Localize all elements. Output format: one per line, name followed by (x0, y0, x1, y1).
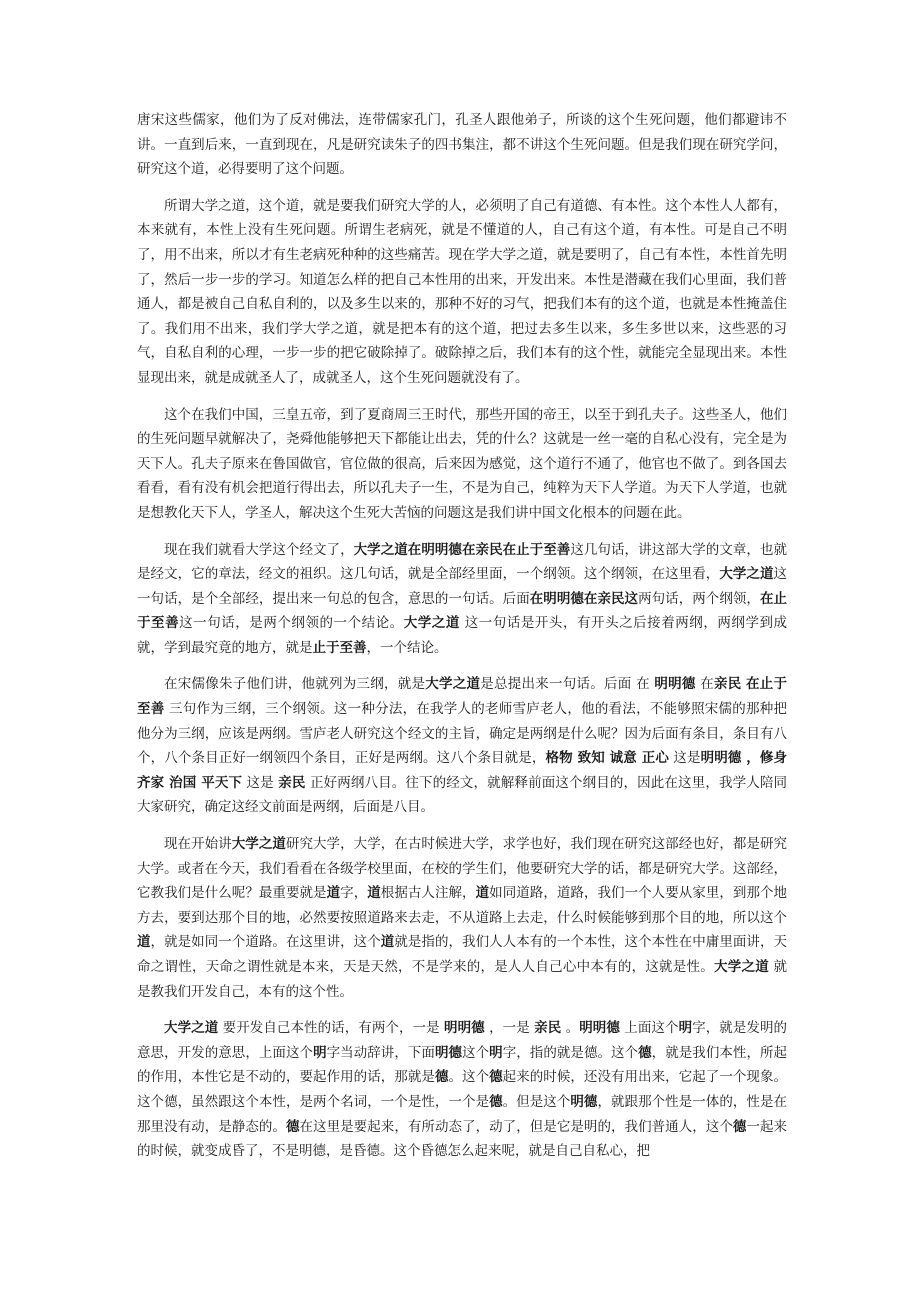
paragraph (137, 832, 787, 1004)
text-run: 在 (695, 676, 714, 693)
text-run: 字，指的就是德。这个 (502, 1044, 639, 1061)
text-run: 研究大学，大学，在古时候进大学，求学也好，我们现在研究这部经也好，都是研究大学。或者在今天，我们看看在各级学校里面，在校的学生们，他要研究大学的话，都是研究大学。这部经，它教我们是什么呢？最重要就是 (137, 836, 788, 902)
bold-text-run: 在止于至善 (137, 676, 788, 718)
bold-text-run: 大学之道 (164, 1020, 219, 1037)
bold-text-run: 在止于至善 (137, 590, 788, 632)
text-run: 所谓大学之道，这个道，就是要我们研究大学的人，必须明了自己有道德、有本性。这个本性人人都有，本来就有，本性上没有生死问题。所谓生老病死，就是不懂道的人，自己有这个道，有本性。可是自己不明了，用不出来，所以才有生老病死种种的这些痛苦。现在学大学之道，就是要明了，自己有本性，本性首先明了，然后一步一步的学习。知道怎么样的把自己本性用的出来，开发出来。本性是潜藏在我们心里面，我们普通人，都是被自己自私自利的，以及多生以来的，那种不好的习气，把我们本有的这个道，也就是本性掩盖住了。我们用不出来，我们学大学之道，就是把本有的这个道，把过去多生以来，多生多世以来，这些恶的习气，自私自利的心理，一步一步的把它破除掉了。破除掉之后，我们本有的这个性，就能完全显现出来。本性显现出来，就是成就圣人了，成就圣人，这个生死问题就没有了。 (137, 197, 787, 386)
bold-text-run: 德 (638, 1044, 652, 1061)
text-run: 这一句话是开头，有开头之后接着两纲，两纲学到成就，学到最究竟的地方，就是 (137, 615, 788, 656)
text-run: 三句作为三纲，三个纲领。这一种分法，在我学人的老师雪庐老人，他的看法，不能够照宋儒的那种把他分为三纲，应该是两纲。雪庐老人研究这个经文的主旨，确定是两纲是什么呢？因为后面有条目，条目有八个，八个条目正好一纲领四个条目，正好是两纲。这八个条目就是， (137, 701, 788, 767)
text-run: 两句话，两个纲领， (638, 590, 760, 607)
bold-text-run: 明德 (570, 1093, 598, 1110)
bold-text-run: 明明德 (579, 1020, 620, 1037)
text-run: ，一是 (484, 1020, 535, 1037)
bold-text-run: 道 (326, 885, 341, 902)
bold-text-run: 明明德 ，修身 齐家 治国 平天下 (137, 750, 788, 791)
text-run: 现在开始讲 (164, 836, 232, 853)
bold-text-run: 明 (313, 1044, 327, 1061)
bold-text-run: 格物 致知 诚意 正心 (545, 750, 669, 767)
document-page (137, 108, 787, 1176)
paragraph (137, 672, 787, 820)
text-run: 就是指的，我们人人本有的一个本性，这个本性在中庸里面讲，天命之谓性，天命之谓性就是本来，天是天然，不是学来的，是人人自己心中本有的，这就是性。 (137, 934, 788, 975)
bold-text-run: 大学之道 (714, 959, 769, 975)
bold-text-run: 明明德 (444, 1020, 485, 1037)
text-run: 上面这个 (619, 1020, 679, 1037)
bold-text-run: 明德 (434, 1044, 463, 1061)
text-run: 这是 (242, 774, 279, 791)
text-run: 这一句话，是两个纲领的一个结论。 (179, 615, 404, 632)
text-run: ，就是如同一个道路。在这里讲，这个 (150, 934, 381, 951)
text-run: ，就是我们本性，所起的作用，本性它是不动的，要起作用的话，那就是 (137, 1044, 788, 1086)
text-run: 字， (340, 885, 368, 902)
bold-text-run: 大学之道 (719, 566, 774, 583)
bold-text-run: 德 (489, 1069, 503, 1086)
text-run: 。 (561, 1020, 580, 1037)
text-run: 这个 (462, 1044, 490, 1061)
bold-text-run: 亲民 (713, 676, 742, 693)
bold-text-run: 明明德 (654, 676, 696, 693)
text-run: 唐宋这些儒家，他们为了反对佛法，连带儒家孔门，孔圣人跟他弟子，所谈的这个生死问题，他们都避讳不讲。一直到后来，一直到现在，凡是研究读朱子的四书集注，都不讲这个生死问题。但是我们现在研究学问，研究这个道，必得要明了这个问题。 (137, 112, 787, 178)
text-run: ，就跟那个性是一体的，性是在那里没有动，是静态的。 (137, 1093, 788, 1135)
bold-text-run: 亲民 (278, 774, 306, 791)
bold-text-run: 明 (678, 1020, 693, 1037)
text-run: 就是教我们开发自己，本有的这个性。 (137, 959, 788, 1000)
text-run: 如同道路，道路，我们一个人要从家里，到那个地方去，要到达那个目的地，必然要按照道路来去走，不从道路上去走，什么时候能够到那个目的地，所以这个 (137, 885, 788, 926)
paragraph (137, 108, 787, 182)
text-run: 字当动辞讲，下面 (326, 1044, 435, 1061)
text-run: 要开发自己本性的话，有两个，一是 (218, 1020, 445, 1037)
bold-text-run: 德 (732, 1118, 747, 1135)
text-run: 正好两纲八目。往下的经文，就解释前面这个纲目的，因此在这里，我学人陪同大家研究，确定这经文前面是两纲，后面是八目。 (137, 774, 787, 816)
bold-text-run: 大学之道 (231, 836, 286, 853)
bold-text-run: 道 (137, 934, 151, 951)
text-run: 在宋儒像朱子他们讲，他就列为三纲，就是 (164, 676, 426, 693)
text-run: 现在我们就看大学这个经文了， (164, 541, 354, 558)
paragraph (137, 538, 787, 661)
text-run: 一起来的时候，就变成昏了，不是明德，是昏德。这个昏德怎么起来呢，就是自己自私心，把 (137, 1118, 788, 1160)
bold-text-run: 道 (475, 885, 490, 902)
bold-text-run: 明 (489, 1044, 503, 1061)
text-run: 起来的时候，还没有用出来，它起了一个现象。这个德，虽然跟这个本性，是两个名词，一个是性，一个是 (137, 1069, 788, 1110)
paragraph (137, 1016, 787, 1164)
bold-text-run: 止于至善 (312, 639, 367, 656)
bold-text-run: 德 (489, 1093, 503, 1110)
bold-text-run: 在明明德在亲民这 (529, 590, 639, 607)
bold-text-run: 亲民 (534, 1020, 562, 1037)
paragraph (137, 194, 787, 391)
text-run: 是总提出来一句话。后面 在 (480, 676, 655, 693)
bold-text-run: 道 (367, 885, 381, 902)
bold-text-run: 大学之道 (425, 676, 481, 693)
text-run: 。但是这个 (502, 1093, 571, 1110)
text-run: 在这里是要起来，有所动态了，动了，但是它是明的，我们普通人，这个 (299, 1118, 733, 1135)
bold-text-run: 大学之道在明明德在亲民在止于至善 (353, 541, 571, 558)
bold-text-run: 德 (434, 1069, 449, 1086)
bold-text-run: 大学之道 (403, 615, 460, 632)
text-run: 这几句话，讲这部大学的文章，也就是经文，它的章法，经文的祖织。这几句话，就是全部经里面，一个纲领。这个纲领，在这里看， (137, 541, 788, 583)
text-run: 字，就是发明的意思，开发的意思，上面这个 (137, 1020, 788, 1061)
text-run: 这是 (668, 750, 701, 767)
text-run: ，一个结论。 (366, 639, 448, 656)
bold-text-run: 德 (285, 1118, 300, 1135)
text-run: 这一句话，是个全部经，提出来一句总的包含，意思的一句话。后面 (137, 566, 787, 607)
text-run: 根据古人注解， (380, 885, 476, 902)
paragraph (137, 403, 787, 526)
text-run: 。这个 (448, 1069, 490, 1086)
text-run: 这个在我们中国，三皇五帝，到了夏商周三王时代，那些开国的帝王，以至于到孔夫子。这些圣人，他们的生死问题早就解决了，尧舜他能够把天下都能让出去，凭的什么？这就是一丝一毫的自私心没有，完全是为天下人。孔夫子原来在鲁国做官，官位做的很高，后来因为感觉，这个道行不通了，他官也不做了。到各国去看看，看有没有机会把道行得出去，所以孔夫子一生，不是为自己，纯粹为天下人学道。为天下人学道，也就是想教化天下人，学圣人，解决这个生死大苦恼的问题这是我们讲中国文化根本的问题在此。 (137, 406, 787, 521)
bold-text-run: 道 (380, 934, 395, 951)
